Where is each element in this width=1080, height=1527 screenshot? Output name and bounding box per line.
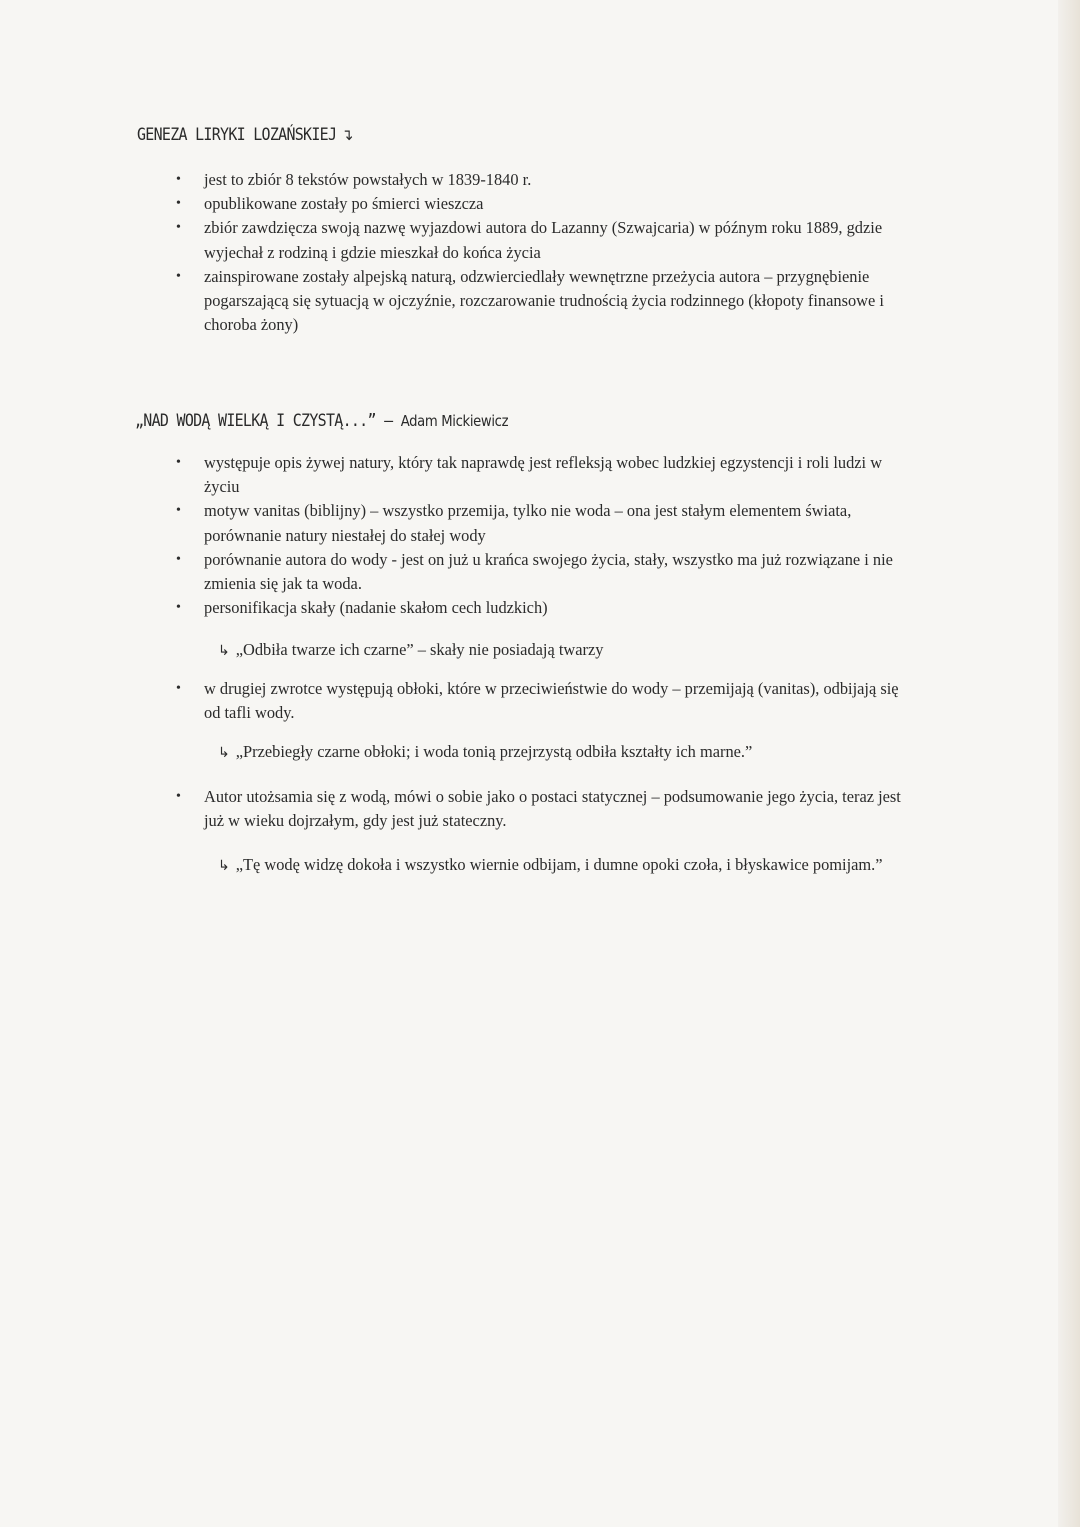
- bullet-icon: •: [176, 789, 181, 804]
- bullet-icon: •: [176, 268, 181, 284]
- bullet-icon: •: [176, 220, 181, 236]
- bullet-icon: •: [176, 196, 181, 212]
- quote-clouds: ↳ „Przebiegły czarne obłoki; i woda tonią przejrzystą odbiła kształty ich marne.”: [218, 742, 753, 761]
- list-item: • porównanie autora do wody - jest on już u krańca swojego życia, stały, wszystko ma już rozwiązane i nie zmienia się jak ta woda.: [176, 549, 893, 594]
- quote-water: ↳ „Tę wodę widzę dokoła i wszystko wiernie odbijam, i dumne opoki czoła, i błyskawice pomijam.”: [218, 855, 883, 874]
- list-item: • zainspirowane zostały alpejską naturą, odzwierciedlały wewnętrzne przeżycia autora – przygnębienie pogarszającą się sytuacją w ojczyźnie, rozczarowanie trudnością życia rodzinnego (kłopoty finansowe i choroba żony): [176, 266, 884, 335]
- list-item: • motyw vanitas (biblijny) – wszystko przemija, tylko nie woda – ona jest stałym elementem świata, porównanie natury niestałej do stałej wody: [176, 501, 852, 545]
- poem-title: „NAD WODĄ WIELKĄ I CZYSTĄ...”: [135, 411, 376, 431]
- heading-text: GENEZA LIRYKI LOZAŃSKIEJ: [137, 125, 337, 145]
- bullet-icon: •: [176, 172, 181, 187]
- bullet-icon: •: [176, 455, 181, 470]
- list-item: • jest to zbiór 8 tekstów powstałych w 1839-1840 r.: [174, 168, 914, 192]
- geneza-bullet-list: [174, 168, 914, 337]
- list-item: • w drugiej zwrotce występują obłoki, które w przeciwieństwie do wody – przemijają (vanitas), odbijają się od tafli wody.: [176, 679, 899, 723]
- arrow-hook-icon: ↳: [218, 643, 230, 659]
- bullet-icon: •: [176, 600, 181, 616]
- section-heading-geneza: [137, 125, 353, 145]
- bullet-icon: •: [176, 503, 181, 519]
- list-item: • opublikowane zostały po śmierci wieszcza: [174, 192, 914, 216]
- list-item: • zbiór zawdzięcza swoją nazwę wyjazdowi autora do Lazanny (Szwajcaria) w późnym roku 1889, gdzie wyjechał z rodziną i gdzie mieszkał do końca życia: [176, 218, 883, 262]
- page-edge-shadow: [1058, 0, 1080, 1527]
- quote-rocks: ↳ „Odbiła twarze ich czarne” – skały nie posiadają twarzy: [218, 640, 604, 659]
- arrow-hook-icon: ↳: [218, 745, 230, 761]
- list-item: • Autor utożsamia się z wodą, mówi o sobie jako o postaci statycznej – podsumowanie jego życia, teraz jest już w wieku dojrzałym, gdy jest już stateczny.: [176, 787, 901, 831]
- bullet-icon: •: [176, 681, 181, 696]
- heading-separator: –: [375, 411, 401, 431]
- section-heading-poem: [135, 411, 508, 431]
- list-item: • personifikacja skały (nadanie skałom cech ludzkich): [174, 596, 914, 620]
- arrow-hook-icon: ↳: [218, 858, 230, 874]
- list-item: • występuje opis żywej natury, który tak naprawdę jest refleksją wobec ludzkiej egzystencji i roli ludzi w życiu: [176, 453, 883, 497]
- turn-down-arrow-icon: ↴: [341, 125, 353, 144]
- bullet-icon: •: [176, 551, 181, 567]
- poem-bullet-list-b: [174, 677, 914, 725]
- poem-bullet-list-c: [174, 785, 914, 833]
- poem-author: Adam Mickiewicz: [400, 412, 509, 430]
- poem-bullet-list-a: [174, 451, 914, 620]
